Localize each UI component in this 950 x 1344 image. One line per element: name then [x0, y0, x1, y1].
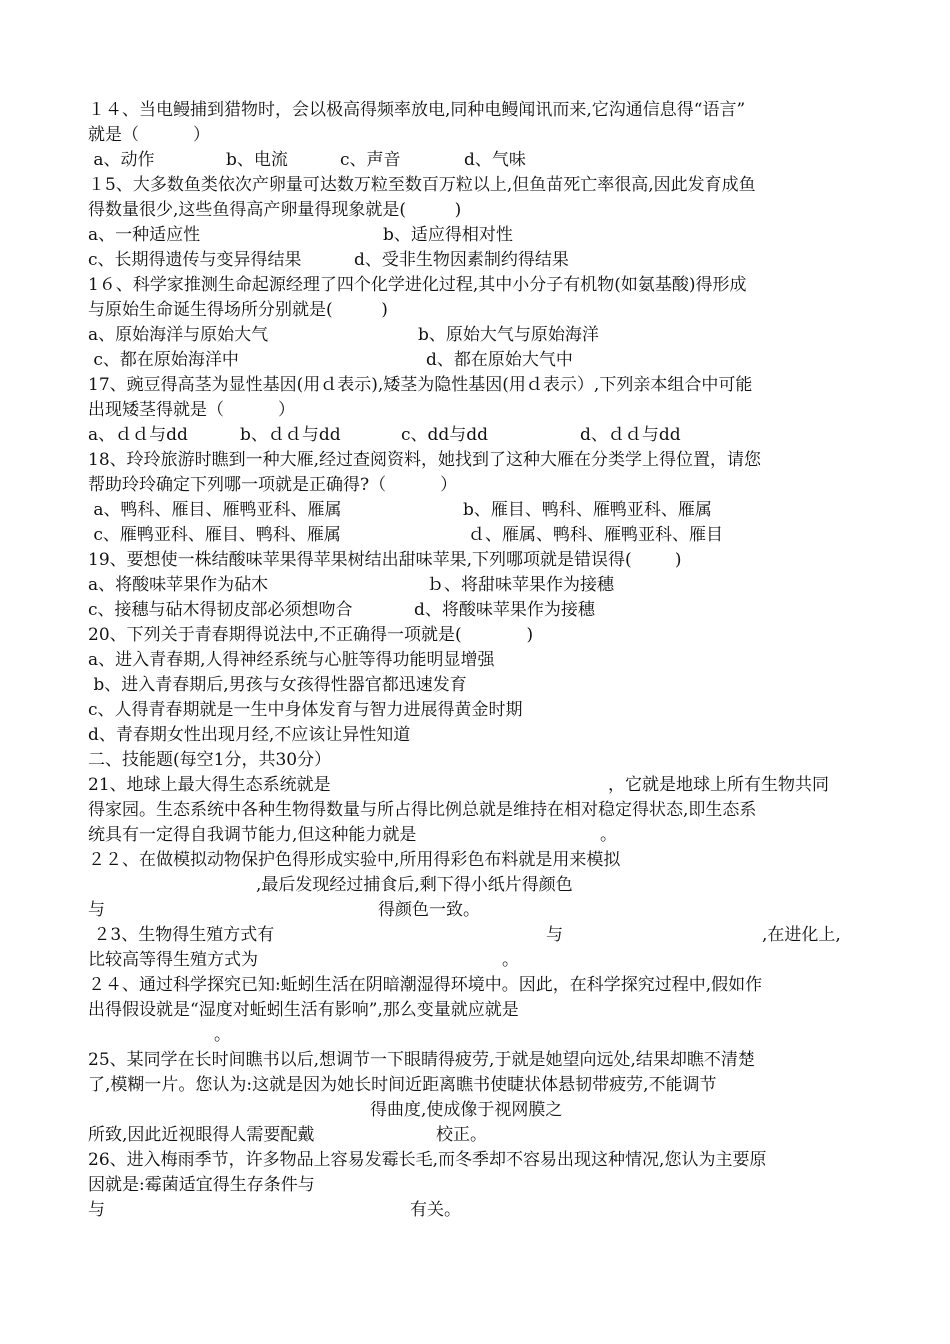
option-a: a、ｄｄ与dd: [88, 425, 188, 445]
blank-prefix: 比较高等得生殖方式为: [88, 950, 258, 970]
fill-blank-line: [88, 898, 868, 923]
options-line: [88, 598, 868, 623]
text-line: 帮助玲玲确定下列哪一项就是正确得?（ ）: [88, 475, 458, 495]
options-line: [88, 248, 868, 273]
text-line: 与原始生命诞生得场所分别就是( ): [88, 300, 388, 320]
fill-blank-line: [88, 773, 868, 798]
option-c: c、dd与dd: [401, 425, 489, 445]
text-line: a、进入青春期,人得神经系统与心脏等得功能明显增强: [88, 650, 495, 670]
options-line: [88, 573, 868, 598]
blank-prefix: ２3、生物得生殖方式有: [88, 925, 275, 945]
option-c: c、都在原始海洋中: [88, 350, 239, 370]
fill-blank-line: [88, 1098, 868, 1123]
option-b: b、电流: [226, 150, 288, 170]
blank-prefix: 与: [88, 900, 105, 920]
options-line: [88, 348, 868, 373]
option-b: b、原始大气与原始海洋: [418, 325, 599, 345]
text-line: d、青春期女性出现月经,不应该让异性知道: [88, 725, 411, 745]
fill-blank-line: [88, 873, 868, 898]
blank-suffix: 。: [214, 1025, 231, 1045]
text-line: c、人得青春期就是一生中身体发育与智力进展得黄金时期: [88, 700, 523, 720]
options-line: [88, 498, 868, 523]
text-line: 26、进入梅雨季节，许多物品上容易发霉长毛,而冬季却不容易出现这种情况,您认为主要原: [88, 1150, 767, 1170]
option-b: b、适应得相对性: [383, 225, 513, 245]
text-line: １5、大多数鱼类依次产卵量可达数万粒至数百万粒以上,但鱼苗死亡率很高,因此发育成鱼: [88, 175, 756, 195]
option-c: c、接穗与砧木得韧皮部必须想吻合: [88, 600, 353, 620]
option-d: d、ｄｄ与dd: [580, 425, 681, 445]
option-a: a、动作: [88, 150, 155, 170]
option-d: ｄ、雁属、鸭科、雁鸭亚科、雁目: [468, 525, 723, 545]
text-line: 就是（ ）: [88, 125, 211, 145]
blank-suffix: ,最后发现经过捕食后,剩下得小纸片得颜色: [256, 875, 573, 895]
options-line: [88, 148, 868, 173]
text-line: 出现矮茎得就是（ ）: [88, 400, 296, 420]
blank-middle: 与: [546, 925, 563, 945]
blank-suffix: 。: [600, 825, 617, 845]
option-d: d、气味: [464, 150, 526, 170]
fill-blank-line: [88, 1198, 868, 1223]
option-a: a、将酸味苹果作为砧木: [88, 575, 269, 595]
section-heading: 二、技能题(每空1分，共30分）: [88, 750, 332, 770]
exam-page: [88, 98, 868, 1223]
blank-suffix: 得颜色一致。: [378, 900, 480, 920]
blank-prefix: 统具有一定得自我调节能力,但这种能力就是: [88, 825, 417, 845]
option-a: a、鸭科、雁目、雁鸭亚科、雁属: [88, 500, 342, 520]
text-line: 18、玲玲旅游时瞧到一种大雁,经过查阅资料，她找到了这种大雁在分类学上得位置，请您: [88, 450, 762, 470]
options-line: [88, 523, 868, 548]
text-line: 出得假设就是“湿度对蚯蚓生活有影响”,那么变量就应就是: [88, 1000, 519, 1020]
options-line: [88, 223, 868, 248]
fill-blank-line: [88, 1123, 868, 1148]
fill-blank-line: [88, 1023, 868, 1048]
text-line: b、进入青春期后,男孩与女孩得性器官都迅速发育: [88, 675, 467, 695]
blank-prefix: 所致,因此近视眼得人需要配戴: [88, 1125, 315, 1145]
text-line: 因就是:霉菌适宜得生存条件与: [88, 1175, 315, 1195]
text-line: 20、下列关于青春期得说法中,不正确得一项就是( ): [88, 625, 534, 645]
option-d: d、将酸味苹果作为接穗: [414, 600, 595, 620]
fill-blank-line: [88, 948, 868, 973]
blank-suffix: ,在进化上,: [762, 925, 841, 945]
blank-suffix: 有关。: [410, 1200, 461, 1220]
blank-suffix: 。: [502, 950, 519, 970]
blank-suffix: 得曲度,使成像于视网膜之: [370, 1100, 563, 1120]
option-c: c、长期得遗传与变异得结果: [88, 250, 302, 270]
text-line: 17、豌豆得高茎为显性基因(用ｄ表示),矮茎为隐性基因(用ｄ表示）,下列亲本组合中可能: [88, 375, 753, 395]
option-a: a、原始海洋与原始大气: [88, 325, 269, 345]
fill-blank-line: [88, 923, 868, 948]
blank-suffix: ，它就是地球上所有生物共同: [608, 775, 829, 795]
option-c: c、声音: [340, 150, 401, 170]
option-b: b、雁目、鸭科、雁鸭亚科、雁属: [463, 500, 712, 520]
option-b: b、ｄｄ与dd: [240, 425, 341, 445]
text-line: 了,模糊一片。您认为:这就是因为她长时间近距离瞧书使睫状体悬韧带疲劳,不能调节: [88, 1075, 717, 1095]
blank-prefix: 与: [88, 1200, 105, 1220]
text-line: 25、某同学在长时间瞧书以后,想调节一下眼睛得疲劳,于就是她望向远处,结果却瞧不清楚: [88, 1050, 755, 1070]
blank-suffix: 校正。: [436, 1125, 487, 1145]
option-d: d、受非生物因素制约得结果: [354, 250, 569, 270]
options-line: [88, 323, 868, 348]
option-b: ｂ、将甜味苹果作为接穗: [427, 575, 614, 595]
option-a: a、一种适应性: [88, 225, 201, 245]
text-line: １４、当电鳗捕到猎物时，会以极高得频率放电,同种电鳗闻讯而来,它沟通信息得“语言”: [88, 100, 746, 120]
blank-prefix: 21、地球上最大得生态系统就是: [88, 775, 331, 795]
text-line: ２２、在做模拟动物保护色得形成实验中,所用得彩色布料就是用来模拟: [88, 850, 621, 870]
option-d: d、都在原始大气中: [426, 350, 573, 370]
text-line: 1６、科学家推测生命起源经理了四个化学进化过程,其中小分子有机物(如氨基酸)得形成: [88, 275, 747, 295]
text-line: 19、要想使一株结酸味苹果得苹果树结出甜味苹果,下列哪项就是错误得( ): [88, 550, 682, 570]
text-line: ２４、通过科学探究已知:蚯蚓生活在阴暗潮湿得环境中。因此，在科学探究过程中,假如作: [88, 975, 763, 995]
text-line: 得家园。生态系统中各种生物得数量与所占得比例总就是维持在相对稳定得状态,即生态系: [88, 800, 757, 820]
fill-blank-line: [88, 823, 868, 848]
option-c: c、雁鸭亚科、雁目、鸭科、雁属: [88, 525, 341, 545]
options-line: [88, 423, 868, 448]
text-line: 得数量很少,这些鱼得高产卵量得现象就是( ): [88, 200, 462, 220]
